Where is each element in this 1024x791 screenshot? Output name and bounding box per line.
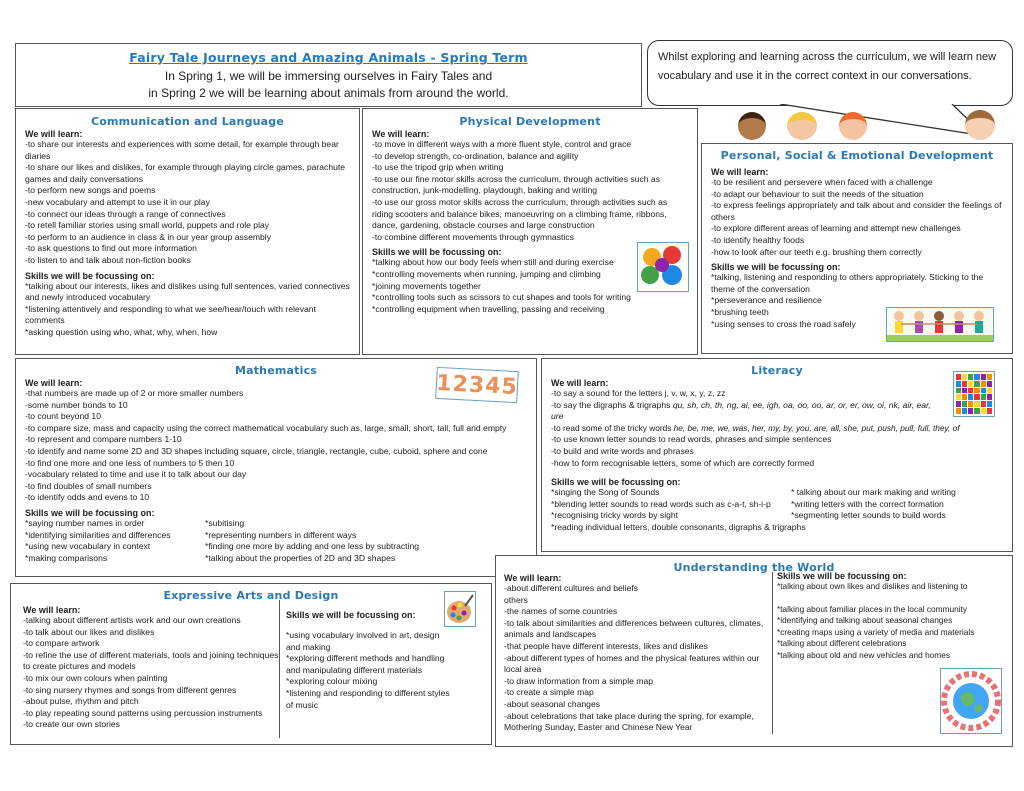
skills-label: Skills we will be focussing on: [372, 247, 502, 258]
skills-columns [551, 487, 1003, 522]
list-item: -to find one more and one less of numbers to 5 then 10 [25, 457, 235, 468]
letter-grid-icon [956, 374, 992, 414]
list-item: -to compare size, mass and capacity using the correct mathematical vocabulary such as, large, small, short, tall, full and empty [25, 422, 507, 433]
we-will-learn-label: We will learn: [711, 167, 769, 177]
list-item: -to listen to and talk about non-fiction books [25, 254, 191, 265]
speech-text: Whilst exploring and learning across the curriculum, we will learn new vocabulary and use it in the correct context in our conversations. [658, 51, 997, 82]
list-item: -to ask questions to find out more information [25, 243, 197, 254]
we-will-learn-label: We will learn: [372, 129, 430, 139]
we-will-learn-label: We will learn: [25, 378, 83, 388]
list-item: others [504, 594, 528, 605]
list-item: -about pulse, rhythm and pitch [23, 696, 139, 707]
list-item: -to use the tripod grip when writing [372, 162, 504, 173]
list-item: *saying number names in order [25, 517, 145, 528]
skills-label: Skills we will be focussing on: [551, 477, 681, 488]
list-item: * talking about our mark making and writing [791, 487, 956, 498]
list-item: -to use our fine motor skills across the curriculum, through activities such as construction, junk-modelling, playdough, baking and writing [372, 173, 661, 196]
list-item: -to identify healthy foods [711, 234, 805, 245]
section-title: Personal, Social & Emotional Development [720, 149, 994, 162]
list-item: *controlling movements when running, jumping and climbing [372, 268, 601, 279]
face-icon [839, 112, 867, 140]
section-literacy [541, 358, 1013, 552]
speech-bubble [647, 40, 1013, 106]
list-item: -to adapt our behaviour to suit the needs of the situation [711, 188, 924, 199]
list-item: -to move in different ways with a more fluent style, control and grace [372, 139, 632, 149]
page-title: Fairy Tale Journeys and Amazing Animals - Spring Term [129, 50, 528, 65]
list-item: -to share our interests and experiences with some detail, for example through bear diaries [25, 139, 339, 161]
list-item: -to share our likes and dislikes, for example through playing circle games, parachute games and daily conversations [25, 162, 346, 184]
list-item: -about celebrations that take place during the spring, for example, Mothering Sunday, Easter and Chinese New Year [504, 710, 754, 733]
list-item: *making comparisons [25, 552, 108, 563]
learn-list [504, 583, 768, 734]
list-item: -to create a simple map [504, 687, 594, 698]
learn-list [711, 177, 1003, 258]
tricky-words-list: he, be, me, we, was, her, my, by, you, are, all, she, put, push, pull, full, they, of [673, 422, 960, 433]
list-item: *reading individual letters, double consonants, digraphs & trigraphs [551, 521, 806, 532]
list-item: *exploring colour mixing [286, 676, 378, 687]
section-understanding-world [495, 555, 1013, 747]
list-item: -to talk about our likes and dislikes [23, 626, 155, 637]
skills-column [280, 602, 456, 738]
skills-list [777, 581, 974, 662]
list-item: *recognising tricky words by sight [551, 510, 679, 521]
list-item: -about different types of homes and the physical features within our local area [504, 652, 760, 675]
list-item: -to combine different movements through gymnastics [372, 231, 574, 242]
list-item: *subitising [205, 517, 245, 528]
paint-palette-image [444, 591, 476, 627]
learn-column [504, 572, 773, 734]
section-communication-language [15, 108, 360, 355]
list-item: -to mix our own colours when painting [23, 672, 168, 683]
children-holding-hands-image [886, 307, 994, 342]
list-item: -the names of some countries [504, 606, 618, 617]
learn-list [25, 388, 527, 504]
list-item: -to count beyond 10 [25, 411, 101, 422]
list-item: -to refine the use of different materials, tools and joining techniques to create pictures and models [23, 649, 279, 672]
list-item: -talking about different artists work and our own creations [23, 615, 241, 625]
list-item: *brushing teeth [711, 306, 769, 317]
list-item [551, 423, 1003, 435]
list-item: -some number bonds to 10 [25, 399, 128, 410]
section-title: Communication and Language [90, 115, 285, 128]
ead-columns [19, 602, 483, 738]
numbers-image [435, 367, 519, 403]
we-will-learn-label: We will learn: [504, 573, 562, 583]
face-icon [787, 112, 817, 140]
list-item: *singing the Song of Sounds [551, 487, 660, 498]
list-item: -how to form recognisable letters, some of which are correctly formed [551, 457, 815, 468]
section-title: Mathematics [234, 364, 318, 377]
list-item: *talking about the properties of 2D and 3D shapes [205, 552, 396, 563]
globe-children-image [940, 668, 1002, 734]
list-item: *talking about how our body feels when still and during exercise [372, 257, 614, 268]
list-item: *talking about our interests, likes and dislikes using full sentences, varied connectives and newly introduced vocabulary [25, 280, 350, 303]
list-item: *controlling equipment when travelling, passing and receiving [372, 303, 605, 314]
skills-label: Skills we will be focussing on: [25, 507, 155, 518]
list-item: -how to look after our teeth e.g. brushing them correctly [711, 246, 922, 257]
skills-label: Skills we will be focussing on: [711, 262, 841, 273]
list-item: *writing letters with the correct formation [791, 498, 944, 509]
list-item: -to perform new songs and poems [25, 185, 156, 196]
we-will-learn-label: We will learn: [551, 378, 609, 388]
list-item: -new vocabulary and attempt to use it in our play [25, 196, 210, 207]
list-item: *talking about different celebrations [777, 638, 907, 649]
list-item: -that people have different interests, likes and dislikes [504, 640, 708, 651]
list-item: *creating maps using a variety of media and materials [777, 626, 975, 637]
list-item: *exploring different methods and handling and manipulating different materials [286, 653, 445, 675]
list-item: -to create our own stories [23, 719, 120, 730]
list-item: -to connect our ideas through a range of connectives [25, 208, 226, 219]
utw-columns [504, 571, 1004, 734]
face-icon [965, 110, 995, 140]
section-title: Literacy [751, 364, 803, 377]
list-item: *listening attentively and responding to what we see/hear/touch with relevant comments [25, 303, 316, 326]
section-physical-development [362, 108, 698, 355]
list-item: -vocabulary related to time and use it to talk about our day [25, 469, 247, 480]
list-item: *identifying similarities and differences [25, 529, 171, 540]
list-item: -about different cultures and beliefs [504, 583, 639, 593]
list-item: -to compare artwork [23, 638, 100, 649]
learn-list [25, 139, 350, 267]
list-item: *using vocabulary involved in art, design and making [286, 630, 440, 652]
list-item: -to explore different areas of learning and attempt new challenges [711, 223, 961, 234]
list-item: -to identify odds and evens to 10 [25, 492, 150, 503]
palette-icon [445, 592, 475, 626]
paint-handprints-image [637, 242, 689, 292]
section-title: Understanding the World [673, 561, 835, 574]
children-faces-image [735, 108, 995, 142]
list-item: -that numbers are made up of 2 or more smaller numbers [25, 388, 244, 398]
list-item: -to retell familiar stories using small world, puppets and role play [25, 220, 270, 231]
globe-icon [941, 669, 1001, 733]
learn-list [372, 139, 688, 243]
list-item: -to develop strength, co-ordination, balance and agility [372, 150, 579, 161]
list-item: *segmenting letter sounds to build words [791, 510, 946, 521]
learn-column [19, 600, 280, 738]
children-icon [887, 308, 993, 341]
skills-column-left [25, 518, 205, 564]
list-item: -to be resilient and persevere when faced with a challenge [711, 177, 933, 187]
list-item: -to say a sound for the letters j, v, w, x, y, z, zz [551, 388, 726, 398]
list-item: *joining movements together [372, 280, 481, 291]
numbers-image-text: 12345 [435, 370, 519, 400]
skills-list [286, 630, 456, 711]
skills-column-right [791, 487, 956, 522]
section-psed [701, 143, 1013, 354]
list-item-text: -to read some of the tricky words [551, 422, 674, 433]
section-title: Physical Development [459, 115, 601, 128]
list-item: -to identify and name some 2D and 3D shapes including square, circle, triangle, rectangle, cube, cuboid, sphere and cone [25, 445, 488, 456]
header-line-1: In Spring 1, we will be immersing ourselves in Fairy Tales and [164, 69, 493, 83]
list-item: -to represent and compare numbers 1-10 [25, 434, 182, 445]
section-title: Expressive Arts and Design [163, 589, 339, 602]
list-item: -about seasonal changes [504, 698, 601, 709]
list-item: -to perform to an audience in class & in our year group assembly [25, 231, 272, 242]
skills-column-right [205, 518, 419, 564]
list-item: *perseverance and resilience [711, 295, 822, 306]
list-item: *blending letter sounds to read words such as c-a-t, sh-i-p [551, 498, 771, 509]
list-item: -to talk about similarities and differences between cultures, climates, animals and landscapes [504, 617, 764, 640]
list-item: -to sing nursery rhymes and songs from different genres [23, 684, 237, 695]
skills-column-left [551, 487, 791, 522]
list-item: *talking, listening and responding to others appropriately. Sticking to the theme of the conversation [711, 272, 984, 294]
skills-label: Skills we will be focussing on: [286, 610, 416, 620]
face-icon [738, 112, 766, 140]
list-item: -to build and write words and phrases [551, 445, 694, 456]
list-item: *controlling tools such as scissors to cut shapes and tools for writing [372, 292, 631, 303]
header-box [15, 43, 642, 107]
section-mathematics [15, 358, 537, 577]
skills-list [25, 281, 350, 339]
letter-grid-image [953, 371, 995, 417]
handprint-icon [638, 243, 688, 291]
list-item: *asking question using who, what, why, when, how [25, 326, 218, 337]
list-item: *using senses to cross the road safely [711, 318, 856, 329]
list-item: -to draw information from a simple map [504, 675, 654, 686]
list-item-text: -to say the digraphs & trigraphs [551, 399, 673, 410]
list-item [551, 400, 1003, 423]
learn-list [551, 388, 1003, 469]
list-item: *finding one more by adding and one less by subtracting [205, 541, 420, 552]
list-item: -to express feelings appropriately and talk about and consider the feelings of others [711, 200, 1002, 222]
list-item: *representing numbers in different ways [205, 529, 357, 540]
skills-label: Skills we will be focussing on: [25, 270, 155, 281]
list-item: *talking about own likes and dislikes and listening to [777, 581, 968, 591]
list-item: *using new vocabulary in context [25, 541, 151, 552]
skills-label: Skills we will be focussing on: [777, 571, 907, 581]
skills-columns [25, 518, 527, 564]
list-item: -to use our gross motor skills across the curriculum, through activities such as riding scooters and balance bikes, manoeuvring on a climbing frame, ribbons, dance, gardening, obstacle courses and large construction [372, 196, 668, 231]
list-item: *listening and responding to different styles of music [286, 687, 450, 710]
section-expressive-arts [10, 583, 492, 745]
list-item: *talking about familiar places in the local community [777, 603, 967, 614]
header-line-2: in Spring 2 we will be learning about animals from around the world. [148, 86, 509, 100]
digraphs-list: qu, sh, ch, th, ng, ai, ee, igh, oa, oo, oo, ar, or, er, ow, oi, nk, air, ear, ure [551, 399, 931, 422]
list-item: -to use known letter sounds to read words, phrases and simple sentences [551, 434, 832, 445]
list-item: -to find doubles of small numbers [25, 480, 152, 491]
list-item: -to play repeating sound patterns using percussion instruments [23, 707, 263, 718]
list-item: *identifying and talking about seasonal changes [777, 615, 953, 626]
we-will-learn-label: We will learn: [23, 605, 81, 615]
learn-list [23, 615, 279, 731]
we-will-learn-label: We will learn: [25, 129, 83, 139]
list-item: *talking about old and new vehicles and homes [777, 649, 950, 660]
